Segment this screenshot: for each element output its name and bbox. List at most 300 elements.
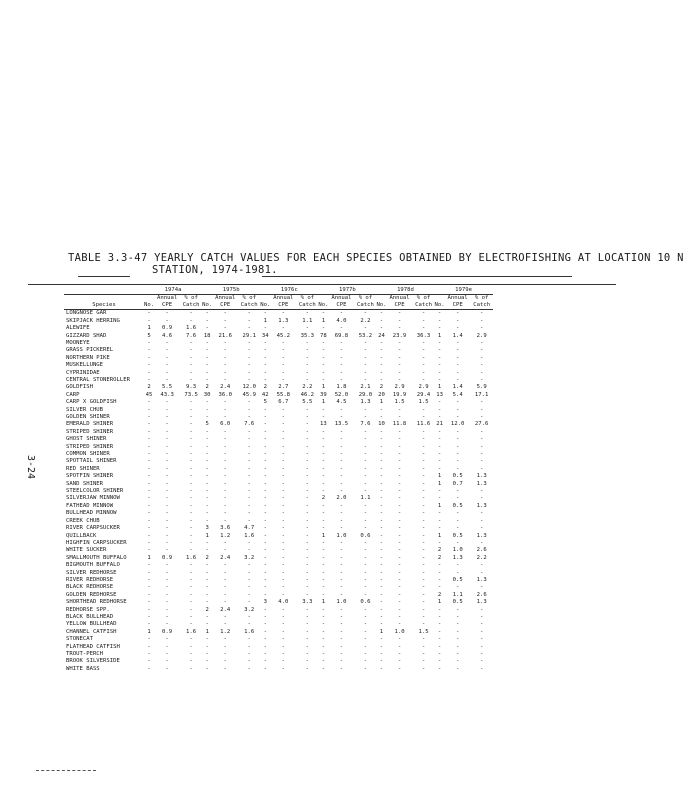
catch-value-cell: - — [247, 325, 251, 332]
catch-value-cell: - — [379, 658, 384, 665]
catch-value-cell: - — [363, 651, 368, 657]
catch-value-cell: - — [479, 354, 484, 361]
annual-subhead: Annual — [215, 295, 236, 302]
catch-value-cell: 1 — [437, 480, 442, 487]
catch-value-cell: - — [339, 636, 344, 643]
catch-value-cell: - — [281, 406, 286, 413]
catch-value-cell: - — [263, 606, 267, 613]
species-name: YELLOW BULLHEAD — [66, 621, 117, 628]
catch-value-cell: 1.8 — [336, 384, 347, 391]
catch-value-cell: - — [189, 414, 193, 420]
catch-value-cell: - — [223, 569, 227, 576]
catch-value-cell: - — [397, 665, 402, 672]
species-name: BLACK BULLHEAD — [66, 613, 114, 620]
catch-value-cell: - — [189, 665, 193, 672]
catch-value-cell: - — [421, 651, 426, 657]
catch-value-cell: 1.6 — [186, 628, 197, 635]
catch-value-cell: - — [189, 502, 193, 509]
catch-value-cell: 45.2 — [276, 332, 291, 339]
catch-value-cell: - — [321, 310, 326, 317]
catch-value-cell: 1 — [437, 332, 442, 339]
species-name: WHITE SUCKER — [66, 547, 107, 554]
catch-value-cell: - — [421, 576, 426, 583]
catch-value-cell: - — [397, 517, 402, 524]
no-subhead-spacer — [435, 295, 445, 302]
catch-value-cell: - — [321, 465, 326, 472]
catch-value-cell: - — [247, 414, 251, 420]
title-underline-right — [262, 276, 572, 277]
catch-value-cell: - — [437, 458, 442, 465]
catch-value-cell: - — [247, 665, 251, 672]
catch-value-cell: - — [339, 354, 344, 361]
catch-value-cell: - — [479, 399, 484, 406]
catch-value-cell: - — [339, 376, 344, 383]
catch-value-cell: - — [223, 547, 227, 554]
catch-value-cell: 45.9 — [242, 391, 256, 398]
catch-value-cell: 1.3 — [452, 554, 463, 561]
catch-value-cell: - — [281, 465, 286, 472]
catch-value-cell: 24 — [378, 332, 385, 339]
species-name: GOLDFISH — [66, 384, 93, 391]
catch-value-cell: - — [189, 539, 193, 546]
catch-value-cell: - — [165, 606, 169, 613]
catch-value-cell: - — [379, 458, 384, 465]
catch-value-cell: - — [189, 428, 193, 435]
catch-value-cell: - — [479, 488, 484, 495]
species-name: RED SHINER — [66, 465, 100, 472]
catch-value-cell: - — [189, 495, 193, 502]
catch-value-cell: - — [379, 362, 384, 369]
catch-value-cell: - — [455, 428, 460, 435]
catch-value-cell: - — [263, 525, 267, 532]
catch-value-cell: - — [189, 569, 193, 576]
catch-value-cell: - — [379, 599, 384, 606]
catch-value-cell: - — [223, 443, 227, 450]
catch-value-cell: - — [397, 576, 402, 583]
catch-value-cell: - — [305, 376, 310, 383]
catch-value-cell: 39 — [320, 391, 327, 398]
catch-value-cell: - — [421, 473, 426, 480]
catch-value-cell: 53.2 — [358, 332, 373, 339]
catch-value-cell: - — [205, 547, 209, 554]
catch-value-cell: - — [205, 473, 209, 480]
table-row — [64, 570, 493, 577]
catch-value-cell: - — [397, 532, 402, 539]
catch-value-cell: - — [281, 339, 286, 346]
catch-value-cell: - — [189, 317, 193, 324]
catch-value-cell: - — [379, 621, 384, 628]
catch-value-cell: - — [379, 606, 384, 613]
catch-value-cell: - — [479, 347, 484, 354]
catch-value-cell: - — [281, 539, 286, 546]
catch-value-cell: - — [165, 436, 169, 443]
species-name: WHITE BASS — [66, 665, 100, 672]
catch-value-cell: - — [363, 458, 368, 465]
catch-value-cell: - — [147, 510, 151, 517]
catch-value-cell: - — [147, 465, 151, 472]
catch-value-cell: - — [223, 339, 227, 346]
catch-value-cell: - — [421, 465, 426, 472]
catch-value-cell: 10 — [378, 421, 385, 428]
catch-value-cell: - — [421, 451, 426, 458]
catch-column-header: Catch — [296, 302, 318, 310]
catch-value-cell: - — [147, 539, 151, 546]
catch-value-cell: - — [397, 658, 402, 665]
no-subhead-spacer — [144, 295, 154, 302]
cpe-column-header: CPE — [328, 302, 354, 310]
catch-value-cell: - — [281, 643, 286, 650]
species-name: REDHORSE SPP. — [66, 606, 110, 613]
catch-value-cell: - — [339, 310, 344, 317]
catch-value-cell: 17.1 — [474, 391, 489, 398]
catch-value-cell: - — [305, 428, 310, 435]
catch-value-cell: - — [205, 613, 209, 620]
catch-value-cell: - — [437, 362, 442, 369]
catch-value-cell: - — [321, 428, 326, 435]
catch-value-cell: - — [339, 443, 344, 450]
no-column-header: No. — [318, 301, 329, 308]
catch-value-cell: - — [247, 651, 251, 657]
catch-value-cell: - — [363, 451, 368, 458]
catch-value-cell: - — [281, 451, 286, 458]
catch-column-header: Catch — [238, 302, 260, 310]
catch-value-cell: - — [147, 421, 151, 428]
catch-value-cell: - — [223, 317, 227, 324]
catch-value-cell: - — [263, 495, 267, 502]
catch-value-cell: - — [305, 658, 310, 665]
catch-value-cell: - — [263, 532, 267, 539]
catch-value-cell: 45 — [145, 391, 153, 398]
catch-value-cell: - — [147, 436, 151, 443]
catch-value-cell: - — [321, 443, 326, 450]
catch-value-cell: 1.3 — [476, 532, 487, 539]
catch-value-cell: - — [305, 510, 310, 517]
subheader-row — [64, 295, 493, 302]
catch-value-cell: - — [421, 606, 426, 613]
catch-value-cell: - — [479, 562, 484, 569]
catch-value-cell: - — [321, 376, 326, 383]
catch-value-cell: - — [165, 495, 169, 502]
catch-value-cell: - — [455, 665, 460, 672]
catch-value-cell: - — [479, 458, 484, 465]
table-row — [64, 592, 493, 599]
catch-value-cell: - — [321, 369, 326, 376]
catch-value-cell: - — [305, 554, 310, 561]
catch-value-cell: - — [223, 488, 227, 495]
catch-value-cell: - — [421, 443, 426, 450]
catch-value-cell: - — [223, 539, 227, 546]
catch-value-cell: - — [363, 488, 368, 495]
catch-value-cell: - — [189, 473, 193, 480]
table-row — [64, 318, 493, 325]
catch-value-cell: - — [379, 643, 384, 650]
catch-value-cell: - — [165, 473, 169, 480]
footer-rule — [36, 770, 96, 771]
catch-value-cell: - — [455, 465, 460, 472]
catch-value-cell: - — [147, 591, 151, 598]
catch-value-cell: 46.2 — [300, 391, 315, 398]
catch-column-header: Catch — [413, 302, 435, 310]
catch-value-cell: 2.6 — [476, 591, 487, 598]
catch-value-cell: - — [147, 443, 151, 450]
catch-value-cell: - — [339, 428, 344, 435]
catch-value-cell: - — [165, 658, 169, 665]
catch-value-cell: - — [247, 569, 251, 576]
catch-value-cell: - — [223, 665, 227, 672]
catch-value-cell: - — [397, 525, 402, 532]
catch-value-cell: - — [263, 473, 267, 480]
table-row — [64, 584, 493, 591]
catch-value-cell: - — [281, 517, 286, 524]
catch-value-cell: - — [379, 569, 384, 576]
catch-value-cell: - — [321, 406, 326, 413]
catch-value-cell: - — [205, 517, 209, 524]
catch-value-cell: - — [363, 347, 368, 354]
catch-value-cell: 42 — [261, 391, 269, 398]
catch-value-cell: 1 — [437, 532, 442, 539]
catch-value-cell: - — [281, 562, 286, 569]
catch-value-cell: - — [379, 354, 384, 361]
catch-value-cell: - — [281, 502, 286, 509]
catch-value-cell: - — [147, 399, 151, 406]
table-row — [64, 481, 493, 488]
catch-value-cell: - — [165, 369, 169, 376]
catch-value-cell: - — [263, 443, 267, 450]
catch-value-cell: - — [321, 458, 326, 465]
catch-value-cell: - — [339, 554, 344, 561]
catch-value-cell: - — [189, 576, 193, 583]
catch-value-cell: - — [147, 576, 151, 583]
catch-value-cell: - — [223, 354, 227, 361]
catch-value-cell: - — [281, 628, 286, 635]
catch-value-cell: 1 — [437, 599, 442, 606]
catch-value-cell: - — [305, 339, 310, 346]
catch-value-cell: - — [223, 599, 227, 606]
catch-value-cell: - — [437, 613, 442, 620]
species-name: MOONEYE — [66, 339, 90, 346]
catch-value-cell: - — [263, 613, 267, 620]
catch-value-cell: - — [305, 643, 310, 650]
catch-value-cell: - — [339, 414, 344, 420]
catch-value-cell: - — [189, 606, 193, 613]
species-name: HIGHFIN CARPSUCKER — [66, 539, 127, 546]
catch-value-cell: - — [281, 532, 286, 539]
catch-value-cell: - — [379, 532, 384, 539]
catch-value-cell: - — [165, 480, 169, 487]
catch-value-cell: - — [455, 510, 460, 517]
catch-value-cell: 1.0 — [336, 599, 347, 606]
catch-value-cell: - — [263, 658, 267, 665]
catch-value-cell: - — [165, 362, 169, 369]
catch-value-cell: 30 — [203, 391, 211, 398]
catch-value-cell: - — [147, 347, 151, 354]
catch-value-cell: - — [263, 488, 267, 495]
catch-value-cell: 5 — [263, 399, 267, 406]
catch-value-cell: - — [205, 339, 209, 346]
no-column-header: No. — [376, 301, 387, 308]
catch-value-cell: - — [223, 436, 227, 443]
table-row — [64, 651, 493, 658]
catch-value-cell: - — [165, 465, 169, 472]
catch-value-cell: - — [421, 436, 426, 443]
catch-value-cell: - — [363, 480, 368, 487]
table-row — [64, 666, 493, 673]
table-row — [64, 384, 493, 391]
catch-value-cell: - — [281, 458, 286, 465]
catch-value-cell: - — [165, 599, 169, 606]
table-row — [64, 555, 493, 562]
catch-value-cell: - — [305, 436, 310, 443]
catch-value-cell: 3.2 — [244, 554, 255, 561]
catch-value-cell: - — [363, 502, 368, 509]
no-column-header: No. — [434, 301, 445, 308]
catch-value-cell: - — [205, 376, 209, 383]
catch-value-cell: - — [437, 584, 442, 591]
catch-value-cell: - — [437, 369, 442, 376]
table-row — [64, 325, 493, 332]
table-row — [64, 444, 493, 451]
catch-value-cell: - — [165, 613, 169, 620]
catch-value-cell: - — [363, 643, 368, 650]
catch-value-cell: - — [305, 421, 310, 428]
catch-value-cell: - — [363, 636, 368, 643]
catch-value-cell: - — [479, 465, 484, 472]
catch-value-cell: - — [455, 584, 460, 591]
catch-value-cell: - — [455, 369, 460, 376]
table-title-line2: STATION, 1974-1981. — [152, 264, 278, 276]
catch-value-cell: - — [437, 310, 442, 317]
species-header-spacer — [64, 287, 144, 295]
catch-value-cell: - — [363, 584, 368, 591]
catch-value-cell: - — [247, 584, 251, 591]
catch-value-cell: 21 — [436, 421, 443, 428]
catch-value-cell: 2.9 — [394, 384, 405, 391]
catch-value-cell: 78 — [320, 332, 327, 339]
catch-value-cell: 4.0 — [278, 599, 289, 606]
catch-value-cell: - — [339, 584, 344, 591]
catch-value-cell: 20 — [378, 391, 385, 398]
catch-value-cell: 29.0 — [358, 391, 373, 398]
table-row — [64, 518, 493, 525]
catch-value-cell: 1.3 — [476, 480, 487, 487]
catch-value-cell: - — [397, 591, 402, 598]
catch-value-cell: - — [379, 547, 384, 554]
catch-value-cell: 2 — [321, 495, 326, 502]
catch-value-cell: - — [205, 325, 209, 332]
catch-value-cell: 1.5 — [418, 399, 429, 406]
catch-value-cell: - — [379, 473, 384, 480]
catch-value-cell: - — [165, 502, 169, 509]
catch-value-cell: 0.5 — [452, 473, 463, 480]
catch-value-cell: - — [397, 310, 402, 317]
year-header: 1977b — [318, 287, 376, 295]
catch-value-cell: - — [305, 465, 310, 472]
catch-value-cell: - — [189, 636, 193, 643]
catch-value-cell: - — [479, 606, 484, 613]
catch-value-cell: - — [339, 658, 344, 665]
table-row — [64, 636, 493, 643]
catch-value-cell: 2.4 — [220, 554, 231, 561]
catch-value-cell: - — [379, 488, 384, 495]
catch-value-cell: - — [205, 369, 209, 376]
catch-value-cell: - — [455, 414, 460, 420]
catch-value-cell: - — [339, 591, 344, 598]
catch-value-cell: - — [165, 576, 169, 583]
catch-value-cell: - — [223, 576, 227, 583]
catch-value-cell: - — [281, 354, 286, 361]
catch-value-cell: - — [455, 325, 460, 332]
catch-value-cell: - — [479, 510, 484, 517]
catch-value-cell: - — [305, 517, 310, 524]
catch-value-cell: - — [205, 451, 209, 458]
catch-value-cell: - — [189, 443, 193, 450]
catch-value-cell: 1.1 — [360, 495, 371, 502]
catch-value-cell: - — [165, 621, 169, 628]
catch-value-cell: - — [247, 562, 251, 569]
species-name: CYPRINIDAE — [66, 369, 100, 376]
catch-value-cell: - — [247, 310, 251, 317]
catch-value-cell: - — [281, 510, 286, 517]
species-name: SHORTHEAD REDHORSE — [66, 599, 127, 606]
catch-value-cell: - — [397, 480, 402, 487]
catch-value-cell: - — [281, 421, 286, 428]
catch-value-cell: - — [223, 643, 227, 650]
catch-value-cell: - — [479, 569, 484, 576]
catch-value-cell: - — [189, 465, 193, 472]
catch-value-cell: - — [379, 562, 384, 569]
catch-value-cell: 0.7 — [452, 480, 463, 487]
catch-value-cell: - — [147, 502, 151, 509]
catch-value-cell: 1.6 — [186, 325, 197, 332]
catch-value-cell: - — [421, 621, 426, 628]
annual-subhead: Annual — [157, 295, 178, 302]
catch-value-cell: - — [247, 339, 251, 346]
catch-value-cell: - — [339, 325, 344, 332]
species-name: CREEK CHUB — [66, 517, 100, 524]
catch-value-cell: - — [223, 347, 227, 354]
species-name: MUSKELLUNGE — [66, 362, 104, 369]
catch-value-cell: - — [479, 414, 484, 420]
catch-value-cell: - — [305, 414, 310, 420]
table-row — [64, 421, 493, 428]
catch-value-cell: - — [247, 406, 251, 413]
catch-value-cell: 12.0 — [450, 421, 465, 428]
catch-value-cell: - — [205, 495, 209, 502]
catch-value-cell: - — [455, 436, 460, 443]
catch-value-cell: 2 — [437, 547, 442, 554]
catch-value-cell: - — [165, 354, 169, 361]
catch-value-cell: - — [321, 525, 326, 532]
table-row — [64, 355, 493, 362]
table-row — [64, 458, 493, 465]
catch-value-cell: - — [437, 465, 442, 472]
catch-value-cell: - — [281, 495, 286, 502]
catch-value-cell: - — [397, 443, 402, 450]
catch-value-cell: - — [189, 621, 193, 628]
catch-value-cell: - — [339, 628, 344, 635]
catch-value-cell: 2.4 — [220, 606, 231, 613]
catch-value-cell: - — [363, 339, 368, 346]
catch-value-cell: - — [321, 554, 326, 561]
catch-value-cell: 2.2 — [476, 554, 487, 561]
catch-value-cell: - — [205, 562, 209, 569]
catch-value-cell: 1.1 — [302, 317, 313, 324]
catch-value-cell: - — [379, 665, 384, 672]
catch-value-cell: - — [247, 510, 251, 517]
cpe-column-header: CPE — [154, 302, 180, 310]
catch-value-cell: 4.6 — [162, 332, 173, 339]
species-name: FATHEAD MINNOW — [66, 502, 114, 509]
